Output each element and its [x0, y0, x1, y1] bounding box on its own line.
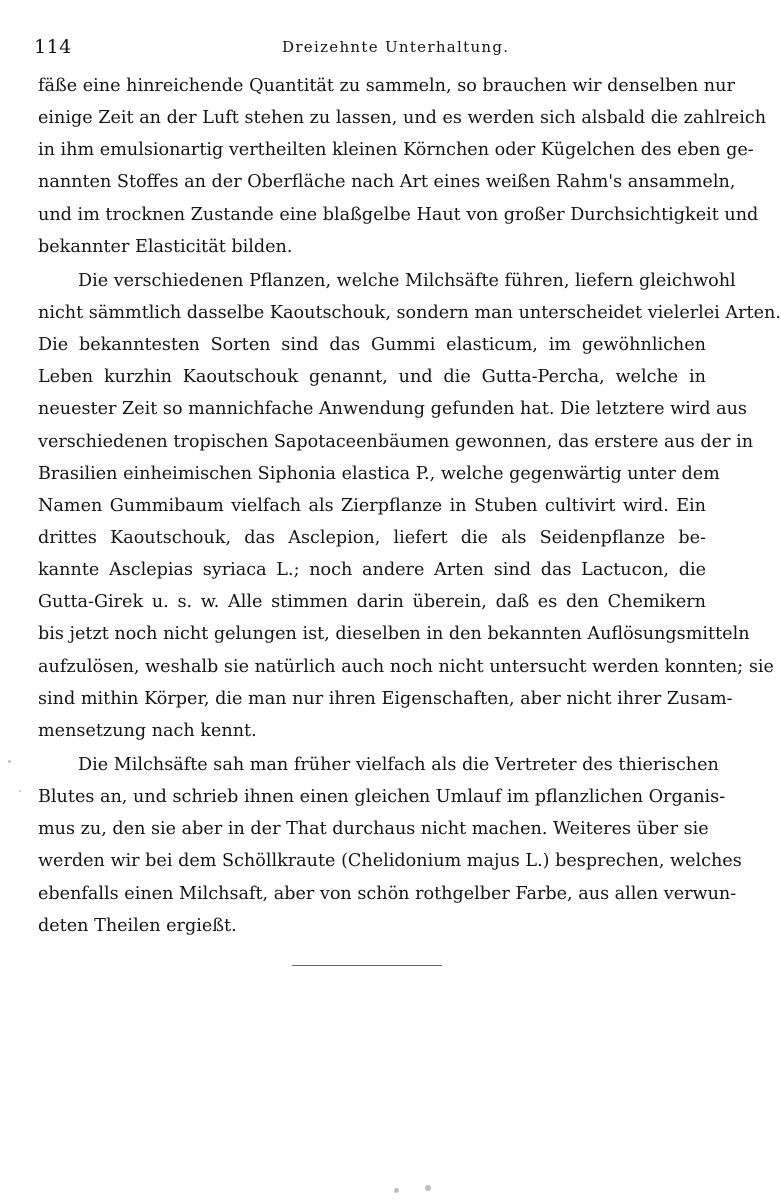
text-line: und im trocknen Zustande eine blaßgelbe Haut von großer Durchsichtigkeit und [38, 204, 759, 225]
text-line: nicht sämmtlich dasselbe Kaoutschouk, sondern man unterscheidet vielerlei Arten. [38, 302, 781, 323]
text-line: einige Zeit an der Luft stehen zu lassen, und es werden sich alsbald die zahlreich [38, 108, 767, 129]
text-line: deten Theilen ergießt. [38, 915, 237, 936]
text-line: werden wir bei dem Schöllkraute (Chelidonium majus L.) besprechen, welches [38, 851, 742, 872]
text-line: fäße eine hinreichende Quantität zu sammeln, so brauchen wir denselben nur [38, 76, 735, 96]
paragraph-2 [38, 265, 781, 747]
text-line: Blutes an, und schrieb ihnen einen gleichen Umlauf im pflanzlichen Organis- [38, 787, 726, 808]
text-line: bis jetzt noch nicht gelungen ist, dieselben in den bekannten Auflösungsmitteln [38, 624, 750, 645]
text-line: aufzulösen, weshalb sie natürlich auch noch nicht untersucht werden konnten; sie [38, 656, 774, 677]
text-line: mensetzung nach kennt. [38, 720, 257, 741]
paper-speck [19, 790, 21, 792]
text-line: ebenfalls einen Milchsaft, aber von schön rothgelber Farbe, aus allen verwun- [38, 883, 737, 904]
text-line: Namen Gummibaum vielfach als Zierpflanze in Stuben cultivirt wird. Ein [38, 495, 706, 516]
paragraph-1 [38, 70, 767, 263]
page-number: 114 [34, 36, 72, 58]
text-line: nannten Stoffes an der Oberfläche nach Art eines weißen Rahm's ansammeln, [38, 172, 736, 193]
text-line: Gutta-Girek u. s. w. Alle stimmen darin überein, daß es den Chemikern [38, 592, 706, 613]
paper-speck [425, 1185, 431, 1191]
text-line: Leben kurzhin Kaoutschouk genannt, und die Gutta-Percha, welche in [38, 367, 706, 388]
text-line: Brasilien einheimischen Siphonia elastica P., welche gegenwärtig unter dem [38, 463, 720, 484]
text-line: mus zu, den sie aber in der That durchaus nicht machen. Weiteres über sie [38, 819, 709, 840]
paper-speck [394, 1188, 399, 1193]
text-line: kannte Asclepias syriaca L.; noch andere Arten sind das Lactucon, die [38, 560, 706, 581]
text-line: drittes Kaoutschouk, das Asclepion, liefert die als Seidenpflanze be- [38, 527, 706, 548]
text-line: verschiedenen tropischen Sapotaceenbäumen gewonnen, das erstere aus der in [38, 431, 754, 452]
text-line: Die verschiedenen Pflanzen, welche Milchsäfte führen, liefern gleichwohl [78, 270, 736, 291]
text-line: Die bekanntesten Sorten sind das Gummi elasticum, im gewöhnlichen [38, 335, 706, 356]
text-line: sind mithin Körper, die man nur ihren Eigenschaften, aber nicht ihrer Zusam- [38, 688, 733, 709]
page-header [34, 34, 702, 64]
body-text [38, 70, 781, 942]
section-divider [292, 965, 442, 966]
text-line: Die Milchsäfte sah man früher vielfach als die Vertreter des thierischen [78, 754, 719, 775]
text-line: neuester Zeit so mannichfache Anwendung gefunden hat. Die letztere wird aus [38, 399, 747, 420]
paragraph-3 [38, 749, 742, 942]
text-line: in ihm emulsionartig vertheilten kleinen Körnchen oder Kügelchen des eben ge- [38, 140, 754, 161]
paper-speck [8, 760, 11, 763]
running-head: Dreizehnte Unterhaltung. [282, 38, 510, 56]
text-line: bekannter Elasticität bilden. [38, 236, 293, 257]
